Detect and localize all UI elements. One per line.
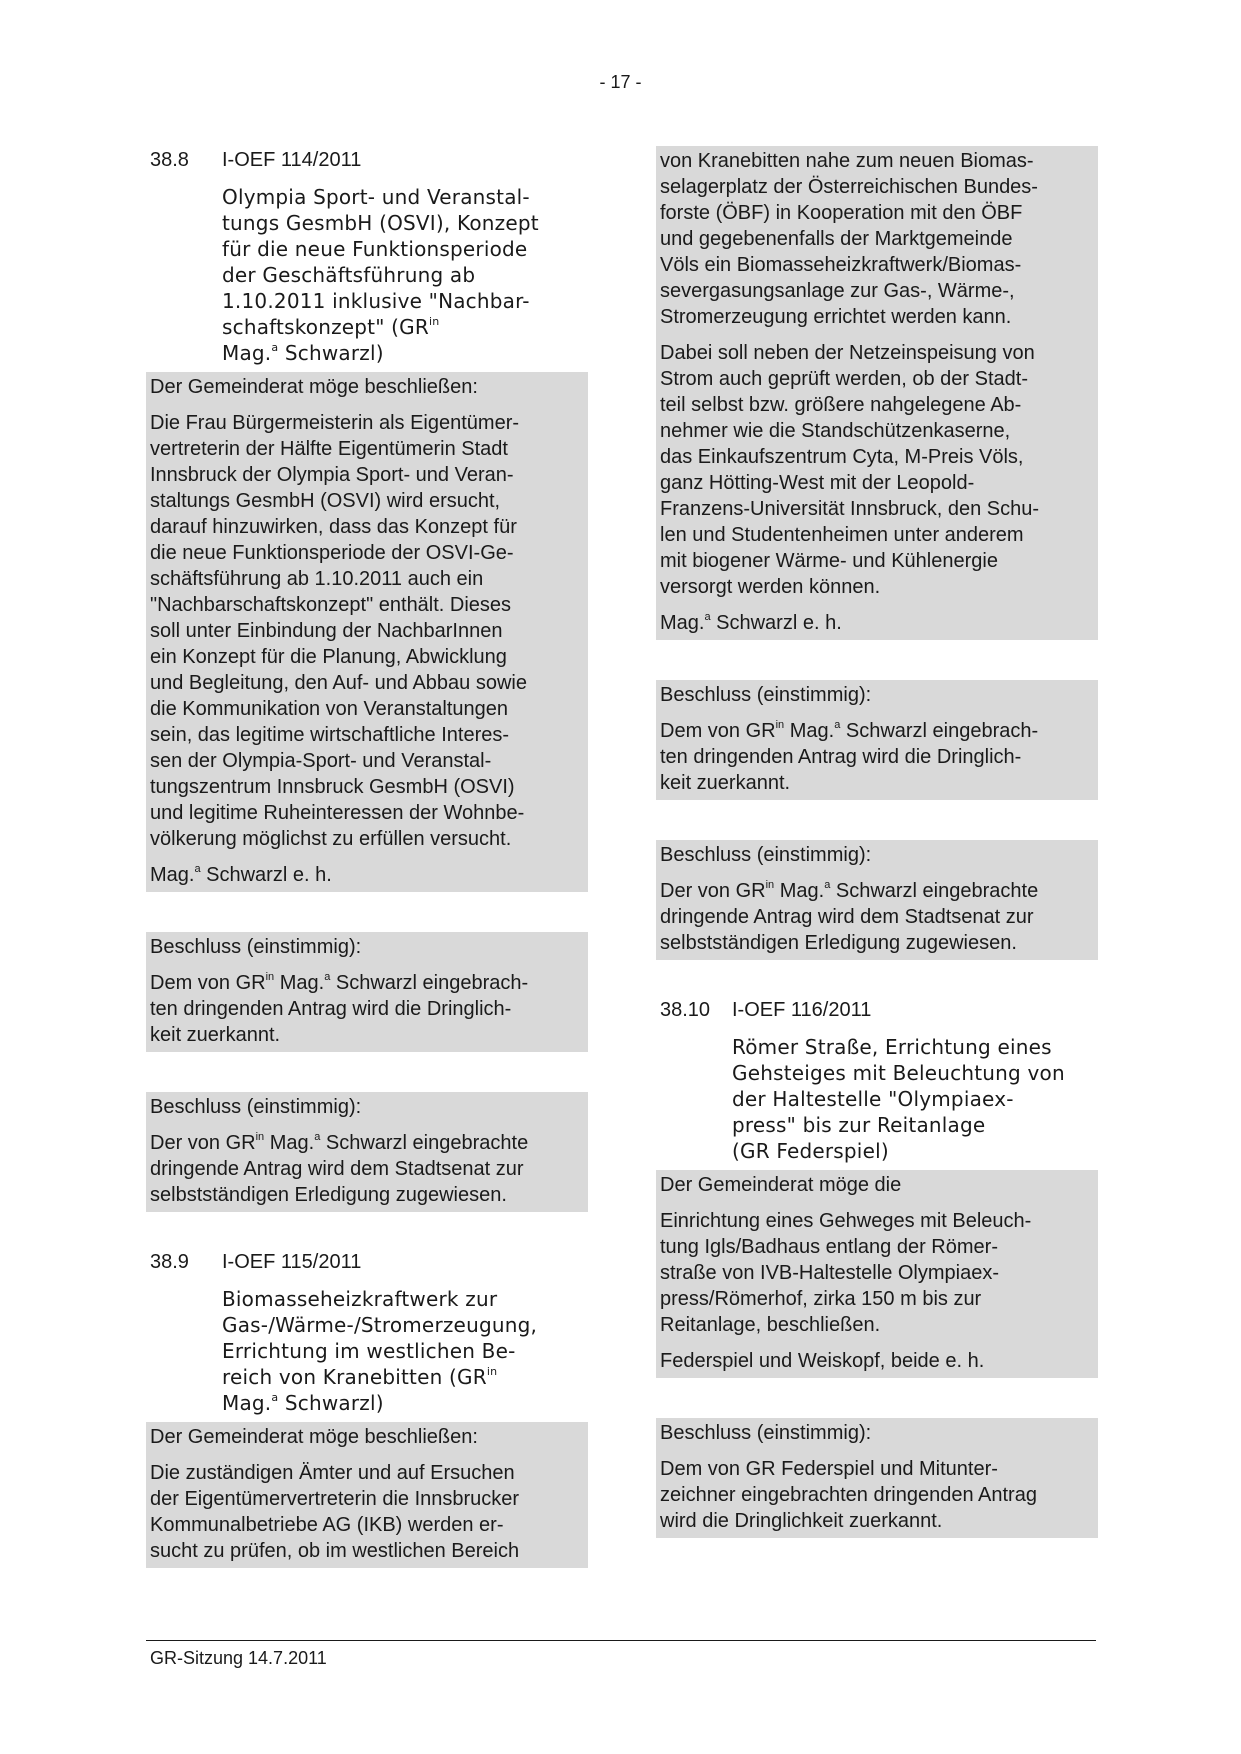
resolution-box bbox=[656, 680, 1098, 800]
resolution-label: Beschluss (einstimmig): bbox=[150, 1096, 362, 1118]
motion-text: von Kranebitten nahe zum neuen Biomas- selagerplatz der Österreichischen Bundes- forste (ÖBF) in Kooperation mit den ÖBF und gegebenenfalls der Marktgemeinde Völs ein Biomasseheizkraftwerk/Biomas- severgasungsanlage zur Gas-, Wärme-, Stromerzeugung errichtet werden kann. bbox=[660, 150, 1038, 328]
item-code: I-OEF 115/2011 bbox=[222, 1251, 362, 1273]
item-code: I-OEF 114/2011 bbox=[222, 149, 362, 171]
resolution-text: Dem von $GR^{in}$ Mag.$^a$ Schwarzl eingebrach- ten dringenden Antrag wird die Dringlich- keit zuerkannt. bbox=[150, 971, 529, 1046]
resolution-box bbox=[146, 1092, 588, 1212]
resolution-box bbox=[146, 932, 588, 1052]
item-number: 38.10 bbox=[660, 999, 711, 1021]
motion-label: Der Gemeinderat möge beschließen: bbox=[150, 376, 478, 398]
footer-divider bbox=[146, 1640, 1096, 1641]
signer: Mag.$^a$ Schwarzl e. h. bbox=[150, 863, 332, 886]
item-number: 38.9 bbox=[150, 1251, 189, 1273]
motion-text: Dabei soll neben der Netzeinspeisung von Strom auch geprüft werden, ob der Stadt- teil selbst bzw. größere nahgelegene Ab- nehmer wie die Standschützenkaserne, das Einkaufszentrum Cyta, M-Preis Völs, ganz Hötting-West mit der Leopold- Franzens-Universität Innsbruck, den Schu- len und Studentenheimen unter anderem mit biogener Wärme- und Kühlenergie versorgt werden können. bbox=[660, 342, 1040, 598]
agenda-item-header bbox=[656, 996, 1098, 1024]
motion-box bbox=[146, 372, 588, 892]
motion-label: Der Gemeinderat möge beschließen: bbox=[150, 1426, 478, 1448]
resolution-text: Dem von GR Federspiel und Mitunter- zeichner eingebrachten dringenden Antrag wird die Dringlichkeit zuerkannt. bbox=[660, 1458, 1037, 1532]
footer: GR-Sitzung 14.7.2011 bbox=[150, 1648, 327, 1668]
motion-text: Die zuständigen Ämter und auf Ersuchen der Eigentümervertreterin die Innsbrucker Kommunalbetriebe AG (IKB) werden er- sucht zu prüfen, ob im westlichen Bereich bbox=[150, 1462, 520, 1562]
motion-box bbox=[146, 1422, 588, 1568]
motion-text: Einrichtung eines Gehweges mit Beleuch- tung Igls/Badhaus entlang der Römer- straße von IVB-Haltestelle Olympiaex- press/Römerhof, zirka 150 m bis zur Reitanlage, beschließen. bbox=[660, 1210, 1032, 1336]
item-number: 38.8 bbox=[150, 149, 189, 171]
agenda-item-header bbox=[146, 1248, 588, 1276]
motion-text: Die Frau Bürgermeisterin als Eigentümer- vertreterin der Hälfte Eigentümerin Stadt Innsbruck der Olympia Sport- und Veran- staltungs GesmbH (OSVI) wird ersucht, darauf hinzuwirken, dass das Konzept für die neue Funktionsperiode der OSVI-Ge- schäftsführung ab 1.10.2011 auch ein "Nachbarschaftskonzept" enthält. Dieses soll unter Einbindung der NachbarInnen ein Konzept für die Planung, Abwicklung und Begleitung, den Auf- und Abbau sowie die Kommunikation von Veranstaltungen sein, das legitime wirtschaftliche Interes- sen der Olympia-Sport- und Veranstal- tungszentrum Innsbruck GesmbH (OSVI) und legitime Ruheinteressen der Wohnbe- völkerung möglichst zu erfüllen versucht. bbox=[150, 412, 527, 850]
resolution-label: Beschluss (einstimmig): bbox=[150, 936, 362, 958]
resolution-text: Der von $GR^{in}$ Mag.$^a$ Schwarzl eingebrachte dringende Antrag wird dem Stadtsenat zur selbstständigen Erledigung zugewiesen. bbox=[660, 879, 1039, 954]
resolution-text: Dem von $GR^{in}$ Mag.$^a$ Schwarzl eingebrach- ten dringenden Antrag wird die Dringlich- keit zuerkannt. bbox=[660, 719, 1039, 794]
resolution-label: Beschluss (einstimmig): bbox=[660, 684, 872, 706]
resolution-box bbox=[656, 1418, 1098, 1538]
resolution-label: Beschluss (einstimmig): bbox=[660, 844, 872, 866]
right-column bbox=[656, 146, 1098, 1538]
resolution-box bbox=[656, 840, 1098, 960]
motion-box bbox=[656, 1170, 1098, 1378]
item-title: Römer Straße, Errichtung eines Gehsteiges mit Beleuchtung von der Haltestelle "Olympiaex- press" bis zur Reitanlage (GR Federspiel) bbox=[732, 1035, 1065, 1163]
item-code: I-OEF 116/2011 bbox=[732, 999, 872, 1021]
motion-label: Der Gemeinderat möge die bbox=[660, 1174, 902, 1196]
signer: Mag.$^a$ Schwarzl e. h. bbox=[660, 611, 842, 634]
motion-continuation-box bbox=[656, 146, 1098, 640]
item-title: Olympia Sport- und Veranstal- tungs GesmbH (OSVI), Konzept für die neue Funktionsperiode der Geschäftsführung ab 1.10.2011 inklusive "Nachbar- schaftskonzept" ($GR^{in}$ Mag.$^a$ Schwarzl) bbox=[222, 185, 539, 365]
resolution-text: Der von $GR^{in}$ Mag.$^a$ Schwarzl eingebrachte dringende Antrag wird dem Stadtsenat zur selbstständigen Erledigung zugewiesen. bbox=[150, 1131, 529, 1206]
left-column bbox=[146, 146, 588, 1568]
signer: Federspiel und Weiskopf, beide e. h. bbox=[660, 1350, 985, 1372]
agenda-item-header bbox=[146, 146, 588, 174]
page-number: - 17 - bbox=[599, 72, 642, 92]
resolution-label: Beschluss (einstimmig): bbox=[660, 1422, 872, 1444]
item-title: Biomasseheizkraftwerk zur Gas-/Wärme-/Stromerzeugung, Errichtung im westlichen Be- reich von Kranebitten ($GR^{in}$ Mag.$^a$ Schwarzl) bbox=[222, 1287, 538, 1415]
